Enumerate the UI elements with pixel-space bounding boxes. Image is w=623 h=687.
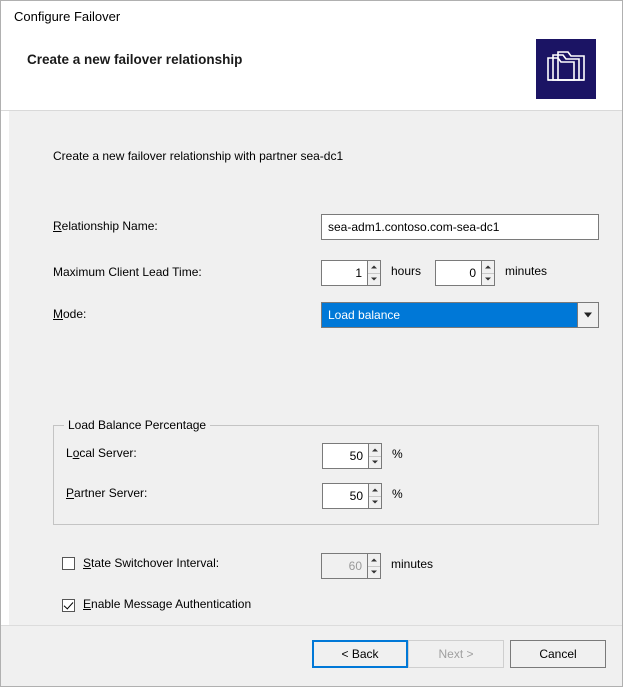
wizard-footer (1, 625, 622, 686)
next-button: Next > (408, 640, 504, 668)
max-client-lead-time-row (53, 257, 599, 291)
load-balance-percentage-group (53, 418, 599, 525)
partner-server-input[interactable] (322, 483, 368, 509)
lead-time-hours-down-icon[interactable] (368, 273, 380, 286)
local-server-input[interactable] (322, 443, 368, 469)
state-switchover-label: State Switchover Interval: (83, 556, 220, 570)
relationship-name-row (53, 211, 599, 245)
mode-label: Mode: (53, 307, 87, 321)
mode-combobox[interactable] (321, 302, 599, 328)
partner-server-stepper[interactable] (322, 483, 382, 509)
message-authentication-row (53, 595, 599, 619)
max-client-lead-time-label: Maximum Client Lead Time: (53, 265, 202, 279)
local-server-stepper[interactable] (322, 443, 382, 469)
message-authentication-label: Enable Message Authentication (83, 597, 252, 611)
lead-time-hours-unit: hours (391, 264, 422, 278)
lead-time-hours-stepper[interactable] (321, 260, 381, 286)
state-switchover-up-icon[interactable] (368, 554, 380, 566)
partner-server-up-icon[interactable] (369, 484, 381, 496)
lead-time-minutes-down-icon[interactable] (482, 273, 494, 286)
cancel-button[interactable]: Cancel (510, 640, 606, 668)
message-authentication-checkbox[interactable] (62, 599, 75, 612)
state-switchover-checkbox[interactable] (62, 557, 75, 570)
local-server-up-icon[interactable] (369, 444, 381, 456)
lead-time-minutes-spin-buttons[interactable] (481, 260, 495, 286)
partner-server-down-icon[interactable] (369, 496, 381, 509)
local-server-unit: % (392, 447, 403, 461)
lead-time-minutes-stepper[interactable] (435, 260, 495, 286)
load-balance-percentage-group-title: Load Balance Percentage (64, 418, 210, 432)
lead-time-hours-up-icon[interactable] (368, 261, 380, 273)
local-server-down-icon[interactable] (369, 456, 381, 469)
mode-selected-value: Load balance (328, 308, 401, 322)
lead-time-minutes-unit: minutes (505, 264, 548, 278)
partner-server-unit: % (392, 487, 403, 501)
intro-text: Create a new failover relationship with partner sea-dc1 (53, 149, 344, 163)
title-bar (1, 1, 622, 31)
state-switchover-stepper[interactable] (321, 553, 381, 579)
chevron-down-icon[interactable] (577, 303, 598, 327)
folders-stack-icon (536, 39, 596, 99)
page-title: Create a new failover relationship (27, 52, 243, 67)
mode-row (53, 299, 599, 333)
failover-form (53, 211, 599, 611)
partner-server-label: Partner Server: (66, 486, 148, 500)
state-switchover-spin-buttons[interactable] (367, 553, 381, 579)
lead-time-hours-spin-buttons[interactable] (367, 260, 381, 286)
wizard-header (1, 31, 622, 111)
state-switchover-row (53, 551, 599, 581)
local-server-label: Local Server: (66, 446, 137, 460)
partner-server-spin-buttons[interactable] (368, 483, 382, 509)
wizard-body (1, 111, 622, 646)
lead-time-minutes-input[interactable] (435, 260, 481, 286)
window-title: Configure Failover (14, 8, 121, 24)
state-switchover-unit: minutes (391, 557, 434, 571)
lead-time-minutes-up-icon[interactable] (482, 261, 494, 273)
state-switchover-down-icon[interactable] (368, 566, 380, 579)
relationship-name-label: Relationship Name: (53, 219, 158, 233)
relationship-name-input[interactable] (321, 214, 599, 240)
lead-time-hours-input[interactable] (321, 260, 367, 286)
back-button[interactable]: < Back (312, 640, 408, 668)
state-switchover-input[interactable] (321, 553, 367, 579)
local-server-spin-buttons[interactable] (368, 443, 382, 469)
